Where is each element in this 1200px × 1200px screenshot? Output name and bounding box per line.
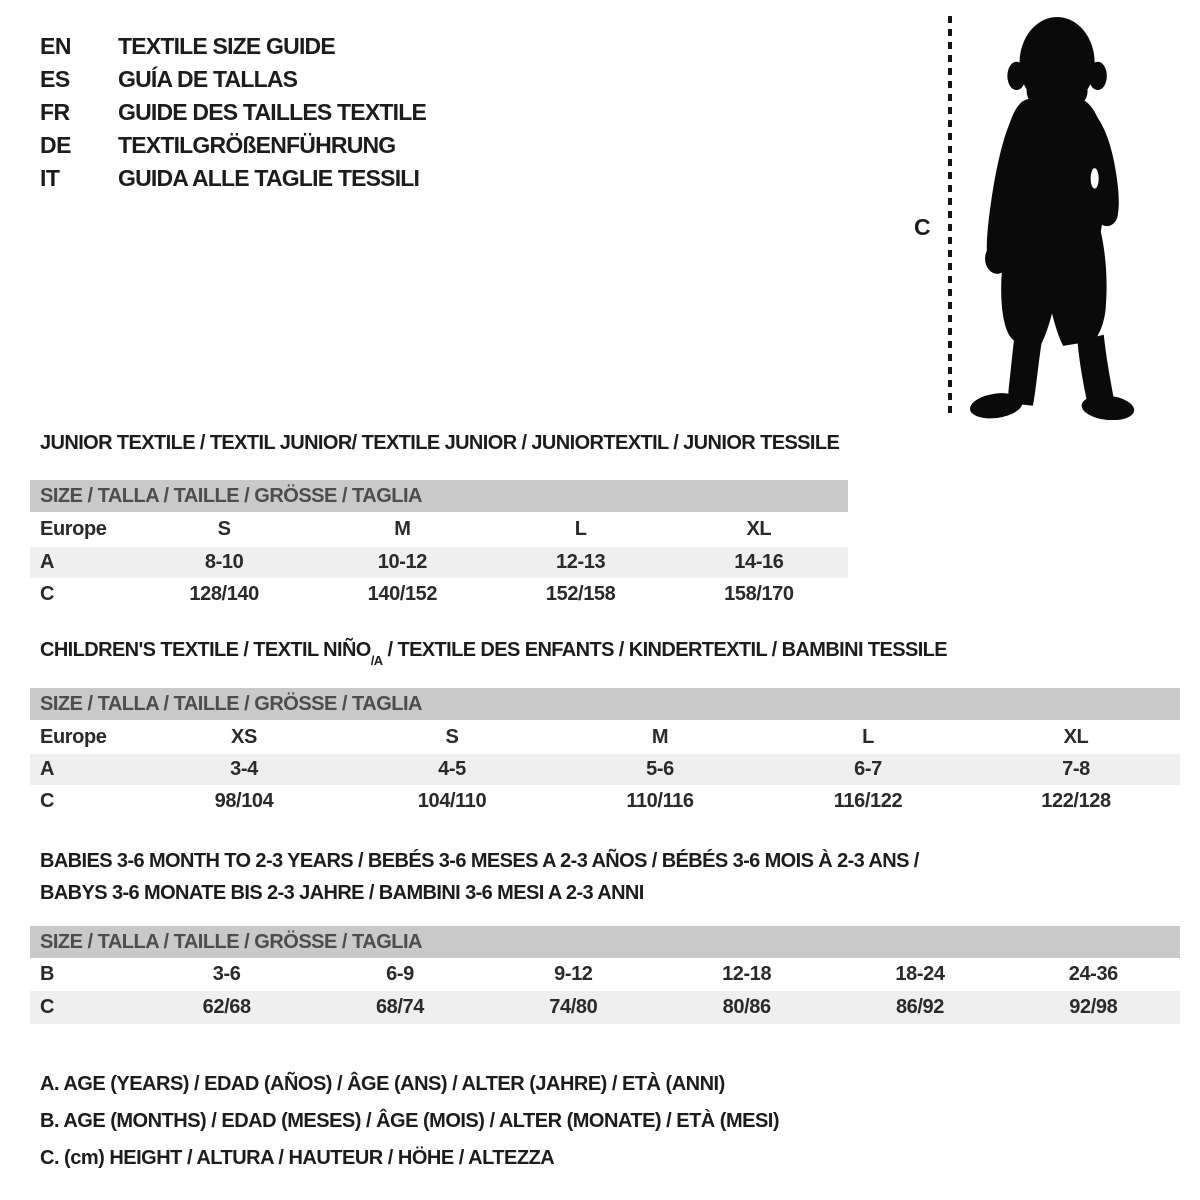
children-textile-title [40, 639, 948, 668]
height-measure-dashed-line [948, 16, 952, 418]
age-cell: 10-12 [377, 551, 427, 573]
babies-textile-title-line1: BABIES 3-6 MONTH TO 2-3 YEARS / BEBÉS 3-6 MESES A 2-3 AÑOS / BÉBÉS 3-6 MOIS À 2-3 ANS / [40, 850, 919, 872]
size-header-band: SIZE / TALLA / TAILLE / GRÖSSE / TAGLIA [30, 926, 1180, 958]
language-title: TEXTILE SIZE GUIDE [118, 33, 335, 59]
size-cell: L [862, 725, 874, 748]
legend-block [40, 1066, 779, 1177]
height-cell: 152/158 [545, 583, 616, 605]
size-cell: M [651, 725, 669, 748]
row-label: A [40, 551, 55, 573]
height-cell: 62/68 [202, 996, 251, 1018]
age-cell: 12-18 [722, 963, 772, 985]
age-cell: 18-24 [895, 963, 945, 985]
age-cell: 9-12 [554, 963, 593, 985]
height-cell: 122/128 [1041, 790, 1111, 812]
height-cell: 104/110 [417, 790, 487, 812]
language-title-block [40, 30, 426, 195]
size-cell: M [394, 518, 411, 540]
language-code: ES [40, 66, 70, 92]
table-row-age-years [30, 754, 1180, 785]
language-title: GUIDA ALLE TAGLIE TESSILI [118, 165, 420, 191]
age-cell: 5-6 [646, 758, 674, 780]
children-size-table [30, 688, 1180, 818]
table-row-height-cm [30, 578, 848, 611]
height-cell: 110/116 [626, 790, 694, 812]
junior-textile-title: JUNIOR TEXTILE / TEXTIL JUNIOR/ TEXTILE JUNIOR / JUNIORTEXTIL / JUNIOR TESSILE [40, 432, 840, 454]
height-cell: 86/92 [895, 996, 945, 1018]
height-cell: 158/170 [724, 583, 794, 605]
language-row-de [40, 129, 426, 162]
language-code: DE [40, 132, 71, 158]
height-cell: 98/104 [214, 790, 274, 812]
height-cell: 116/122 [833, 790, 903, 812]
height-cell: 74/80 [549, 996, 598, 1018]
age-cell: 4-5 [438, 758, 466, 780]
table-row-age-years [30, 547, 848, 578]
table-row-europe [30, 720, 1180, 754]
language-row-fr [40, 96, 426, 129]
language-code: EN [40, 33, 71, 59]
row-label: B [40, 963, 55, 985]
language-code: IT [40, 165, 60, 191]
age-cell: 14-16 [734, 551, 784, 573]
language-title: TEXTILGRÖßENFÜHRUNG [118, 132, 396, 158]
toddler-silhouette-icon [962, 14, 1138, 420]
height-cell: 80/86 [722, 996, 771, 1018]
table-row-height-cm [30, 785, 1180, 818]
age-cell: 3-4 [230, 758, 258, 780]
size-cell: XL [1063, 725, 1089, 748]
row-label: Europe [40, 518, 107, 540]
size-cell: XL [746, 518, 772, 540]
language-title: GUIDE DES TAILLES TEXTILE [118, 99, 426, 125]
babies-size-table [30, 926, 1180, 1024]
language-row-es [40, 63, 426, 96]
size-cell: S [445, 725, 459, 748]
age-cell: 6-7 [854, 758, 882, 780]
row-label: Europe [40, 725, 107, 748]
size-header-band: SIZE / TALLA / TAILLE / GRÖSSE / TAGLIA [30, 480, 848, 512]
age-cell: 8-10 [204, 551, 244, 573]
height-cell: 68/74 [375, 996, 425, 1018]
height-cell: 140/152 [367, 583, 438, 605]
table-row-height-cm [30, 991, 1180, 1024]
height-cell: 128/140 [189, 583, 259, 605]
legend-line-c: C. (cm) HEIGHT / ALTURA / HAUTEUR / HÖHE / ALTEZZA [40, 1147, 555, 1169]
legend-line-b: B. AGE (MONTHS) / EDAD (MESES) / ÂGE (MOIS) / ALTER (MONATE) / ETÀ (MESI) [40, 1110, 780, 1132]
language-row-it [40, 162, 426, 195]
age-cell: 3-6 [212, 963, 241, 985]
table-row-age-months [30, 958, 1180, 991]
row-label: C [40, 583, 55, 605]
size-cell: S [217, 518, 231, 540]
size-cell: XS [231, 725, 257, 748]
children-title-post: / TEXTILE DES ENFANTS / KINDERTEXTIL / BAMBINI TESSILE [382, 639, 948, 661]
junior-size-table [30, 480, 848, 611]
size-cell: L [574, 518, 587, 540]
age-cell: 6-9 [386, 963, 414, 985]
language-title: GUÍA DE TALLAS [118, 66, 298, 92]
children-title-pre: CHILDREN'S TEXTILE / TEXTIL NIÑO [40, 639, 371, 661]
age-cell: 12-13 [556, 551, 606, 573]
row-label: C [40, 790, 55, 812]
height-cell: 92/98 [1069, 996, 1118, 1018]
language-code: FR [40, 99, 70, 125]
size-header-band: SIZE / TALLA / TAILLE / GRÖSSE / TAGLIA [30, 688, 1180, 720]
row-label: A [40, 758, 55, 780]
age-cell: 7-8 [1062, 758, 1090, 780]
language-row-en [40, 30, 426, 63]
legend-line-a: A. AGE (YEARS) / EDAD (AÑOS) / ÂGE (ANS) / ALTER (JAHRE) / ETÀ (ANNI) [40, 1073, 725, 1095]
row-label: C [40, 996, 55, 1018]
age-cell: 24-36 [1068, 963, 1118, 985]
table-row-europe [30, 512, 848, 547]
babies-textile-title-line2: BABYS 3-6 MONATE BIS 2-3 JAHRE / BAMBINI 3-6 MESI A 2-3 ANNI [40, 882, 644, 904]
height-measure-label: C [914, 214, 931, 240]
children-title-sub: /A [370, 653, 383, 668]
